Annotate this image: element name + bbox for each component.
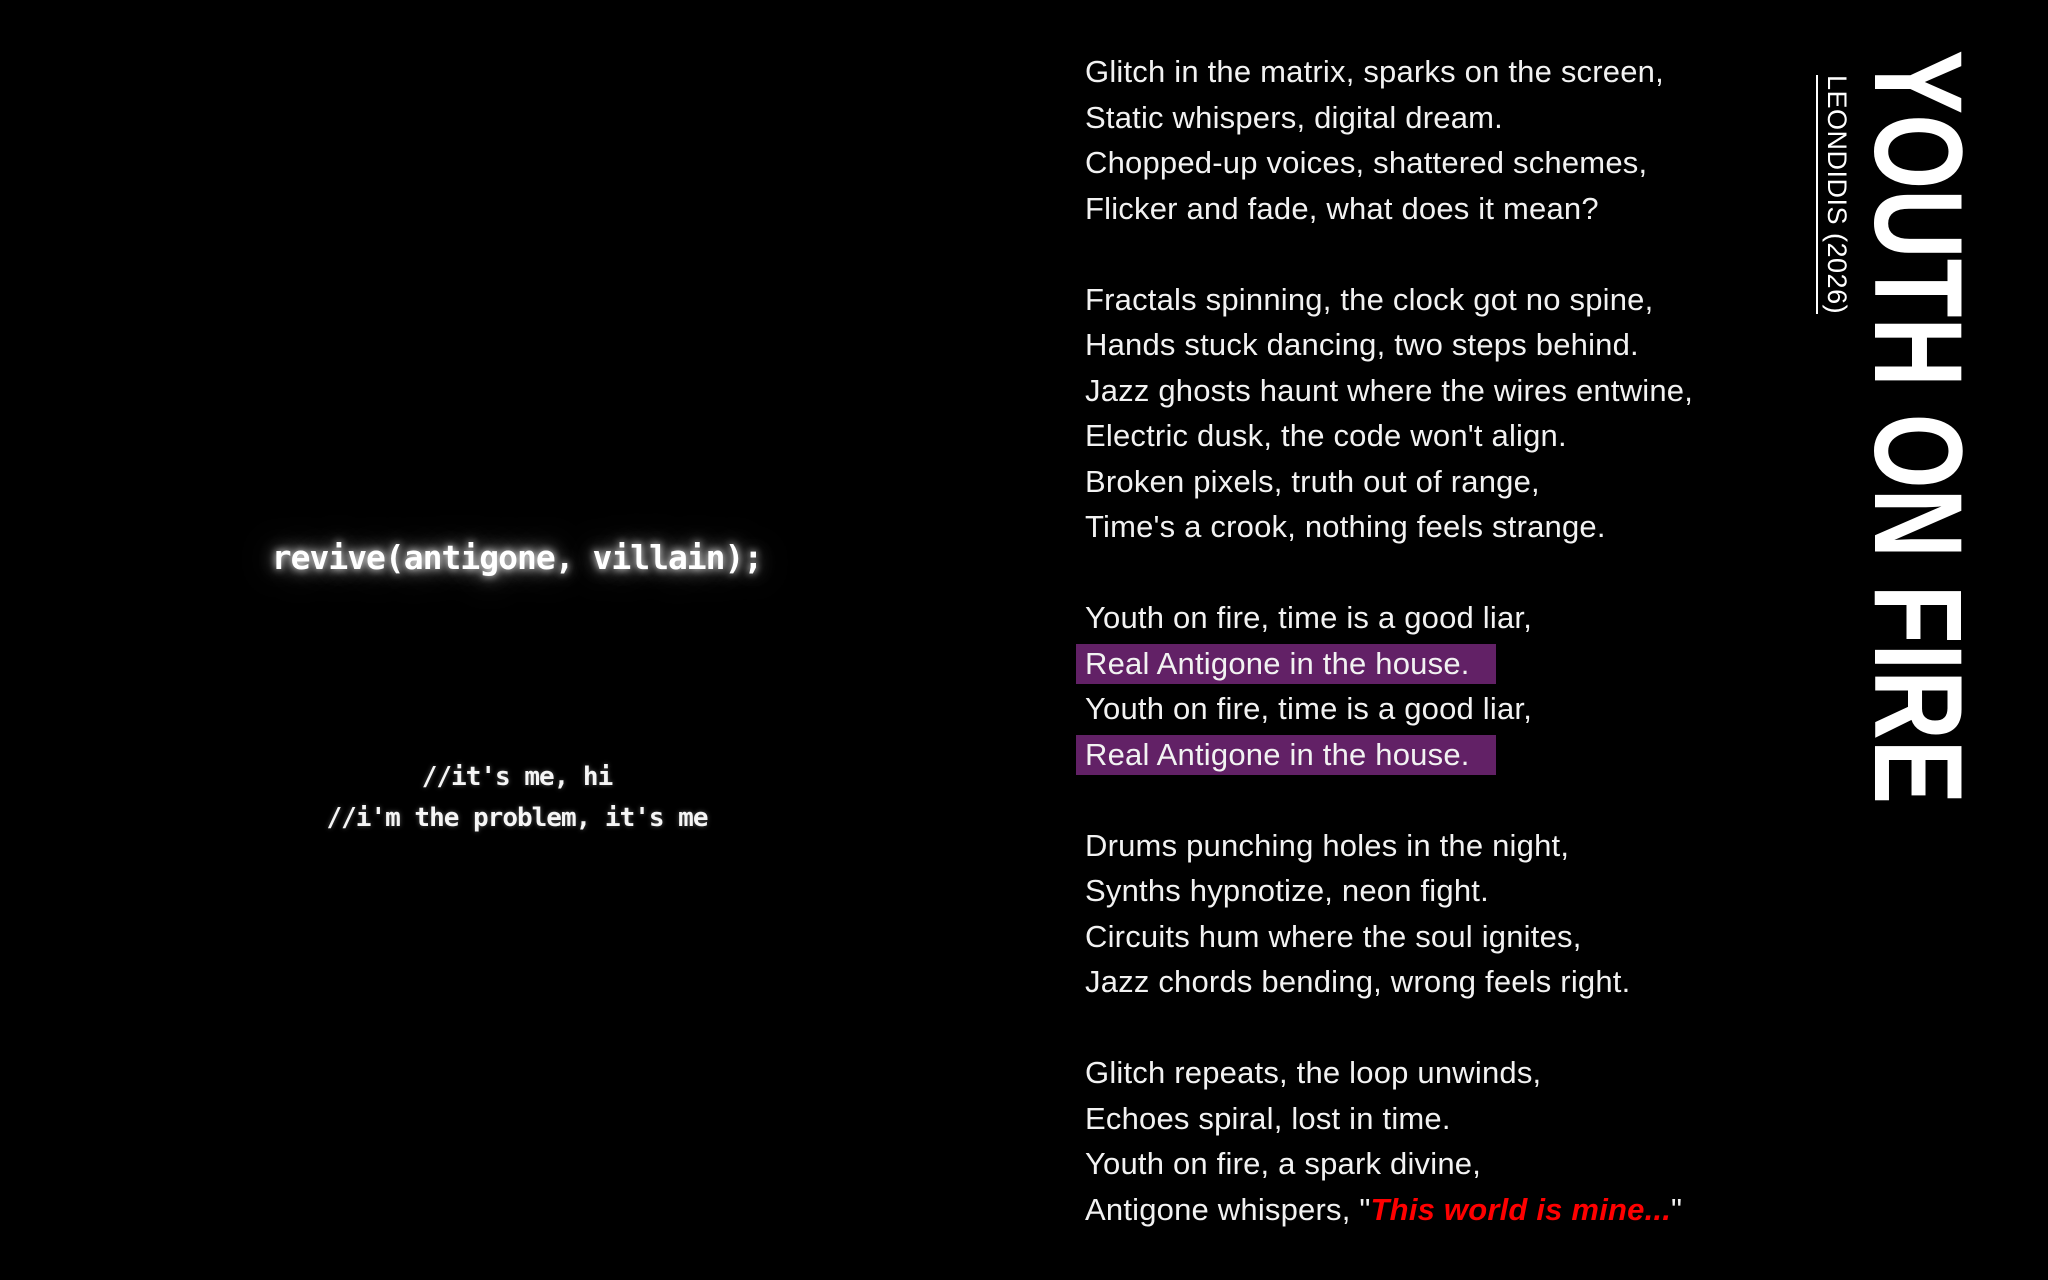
- code-comments: [0, 757, 1034, 839]
- lyric-line: [1085, 1141, 1693, 1187]
- lyric-line: [1085, 140, 1693, 186]
- album-title: YOUTH ON FIRE: [1848, 50, 1987, 804]
- lyric-text: Synths hypnotize, neon fight.: [1085, 873, 1489, 908]
- lyric-text: Glitch in the matrix, sparks on the screen,: [1085, 54, 1664, 89]
- lyric-line: [1085, 95, 1693, 141]
- lyric-text: Echoes spiral, lost in time.: [1085, 1100, 1451, 1136]
- lyrics-column: [1085, 49, 1693, 1278]
- lyric-text: Antigone whispers, ": [1085, 1191, 1371, 1227]
- lyric-text: Time's a crook, nothing feels strange.: [1085, 509, 1606, 544]
- comment-line-2: //i'm the problem, it's me: [326, 803, 708, 833]
- highlighted-lyric: Real Antigone in the house.: [1076, 735, 1496, 775]
- lyric-line: [1085, 277, 1693, 323]
- lyric-text: Chopped-up voices, shattered schemes,: [1085, 145, 1648, 180]
- lyric-text: Youth on fire, time is a good liar,: [1085, 691, 1533, 726]
- lyric-text: Broken pixels, truth out of range,: [1085, 463, 1540, 499]
- stanza: [1085, 595, 1693, 777]
- lyric-text: Circuits hum where the soul ignites,: [1085, 918, 1582, 954]
- lyric-text: Hands stuck dancing, two steps behind.: [1085, 327, 1639, 362]
- lyric-text: Youth on fire, time is a good liar,: [1085, 600, 1533, 635]
- lyric-line: [1085, 595, 1693, 641]
- lyric-line: [1085, 504, 1693, 550]
- red-emphasis-lyric: This world is mine...: [1370, 1191, 1672, 1227]
- lyric-line: [1085, 1096, 1693, 1142]
- lyric-text: Static whispers, digital dream.: [1085, 99, 1503, 135]
- lyric-text: Jazz ghosts haunt where the wires entwine,: [1085, 372, 1694, 408]
- lyric-text: ": [1671, 1191, 1683, 1227]
- artist-year-label: LEONDIDIS (2026): [1816, 75, 1852, 314]
- glowing-code-line: revive(antigone, villain);: [271, 538, 763, 577]
- lyric-line: [1085, 186, 1693, 232]
- lyric-line: [1085, 641, 1693, 687]
- highlighted-lyric: Real Antigone in the house.: [1076, 644, 1496, 684]
- lyric-line: [1085, 868, 1693, 914]
- lyric-text: Glitch repeats, the loop unwinds,: [1085, 1055, 1542, 1090]
- lyric-text: Jazz chords bending, wrong feels right.: [1085, 964, 1631, 999]
- lyric-text: Youth on fire, a spark divine,: [1085, 1146, 1482, 1181]
- lyric-line: [1085, 49, 1693, 95]
- stanza: [1085, 1050, 1693, 1232]
- lyric-text: Flicker and fade, what does it mean?: [1085, 190, 1599, 226]
- lyric-line: [1085, 413, 1693, 459]
- lyric-line: [1085, 1187, 1693, 1233]
- lyric-text: Fractals spinning, the clock got no spine,: [1085, 281, 1654, 317]
- lyric-line: [1085, 732, 1693, 778]
- lyric-text: Electric dusk, the code won't align.: [1085, 418, 1567, 453]
- lyric-line: [1085, 459, 1693, 505]
- lyric-line: [1085, 686, 1693, 732]
- lyric-line: [1085, 914, 1693, 960]
- stanza: [1085, 823, 1693, 1005]
- lyric-text: Drums punching holes in the night,: [1085, 827, 1570, 863]
- lyric-line: [1085, 1050, 1693, 1096]
- comment-line-1: //it's me, hi: [421, 762, 613, 792]
- lyric-line: [1085, 368, 1693, 414]
- lyric-line: [1085, 823, 1693, 869]
- lyric-line: [1085, 959, 1693, 1005]
- lyric-line: [1085, 322, 1693, 368]
- stanza: [1085, 277, 1693, 550]
- stanza: [1085, 49, 1693, 231]
